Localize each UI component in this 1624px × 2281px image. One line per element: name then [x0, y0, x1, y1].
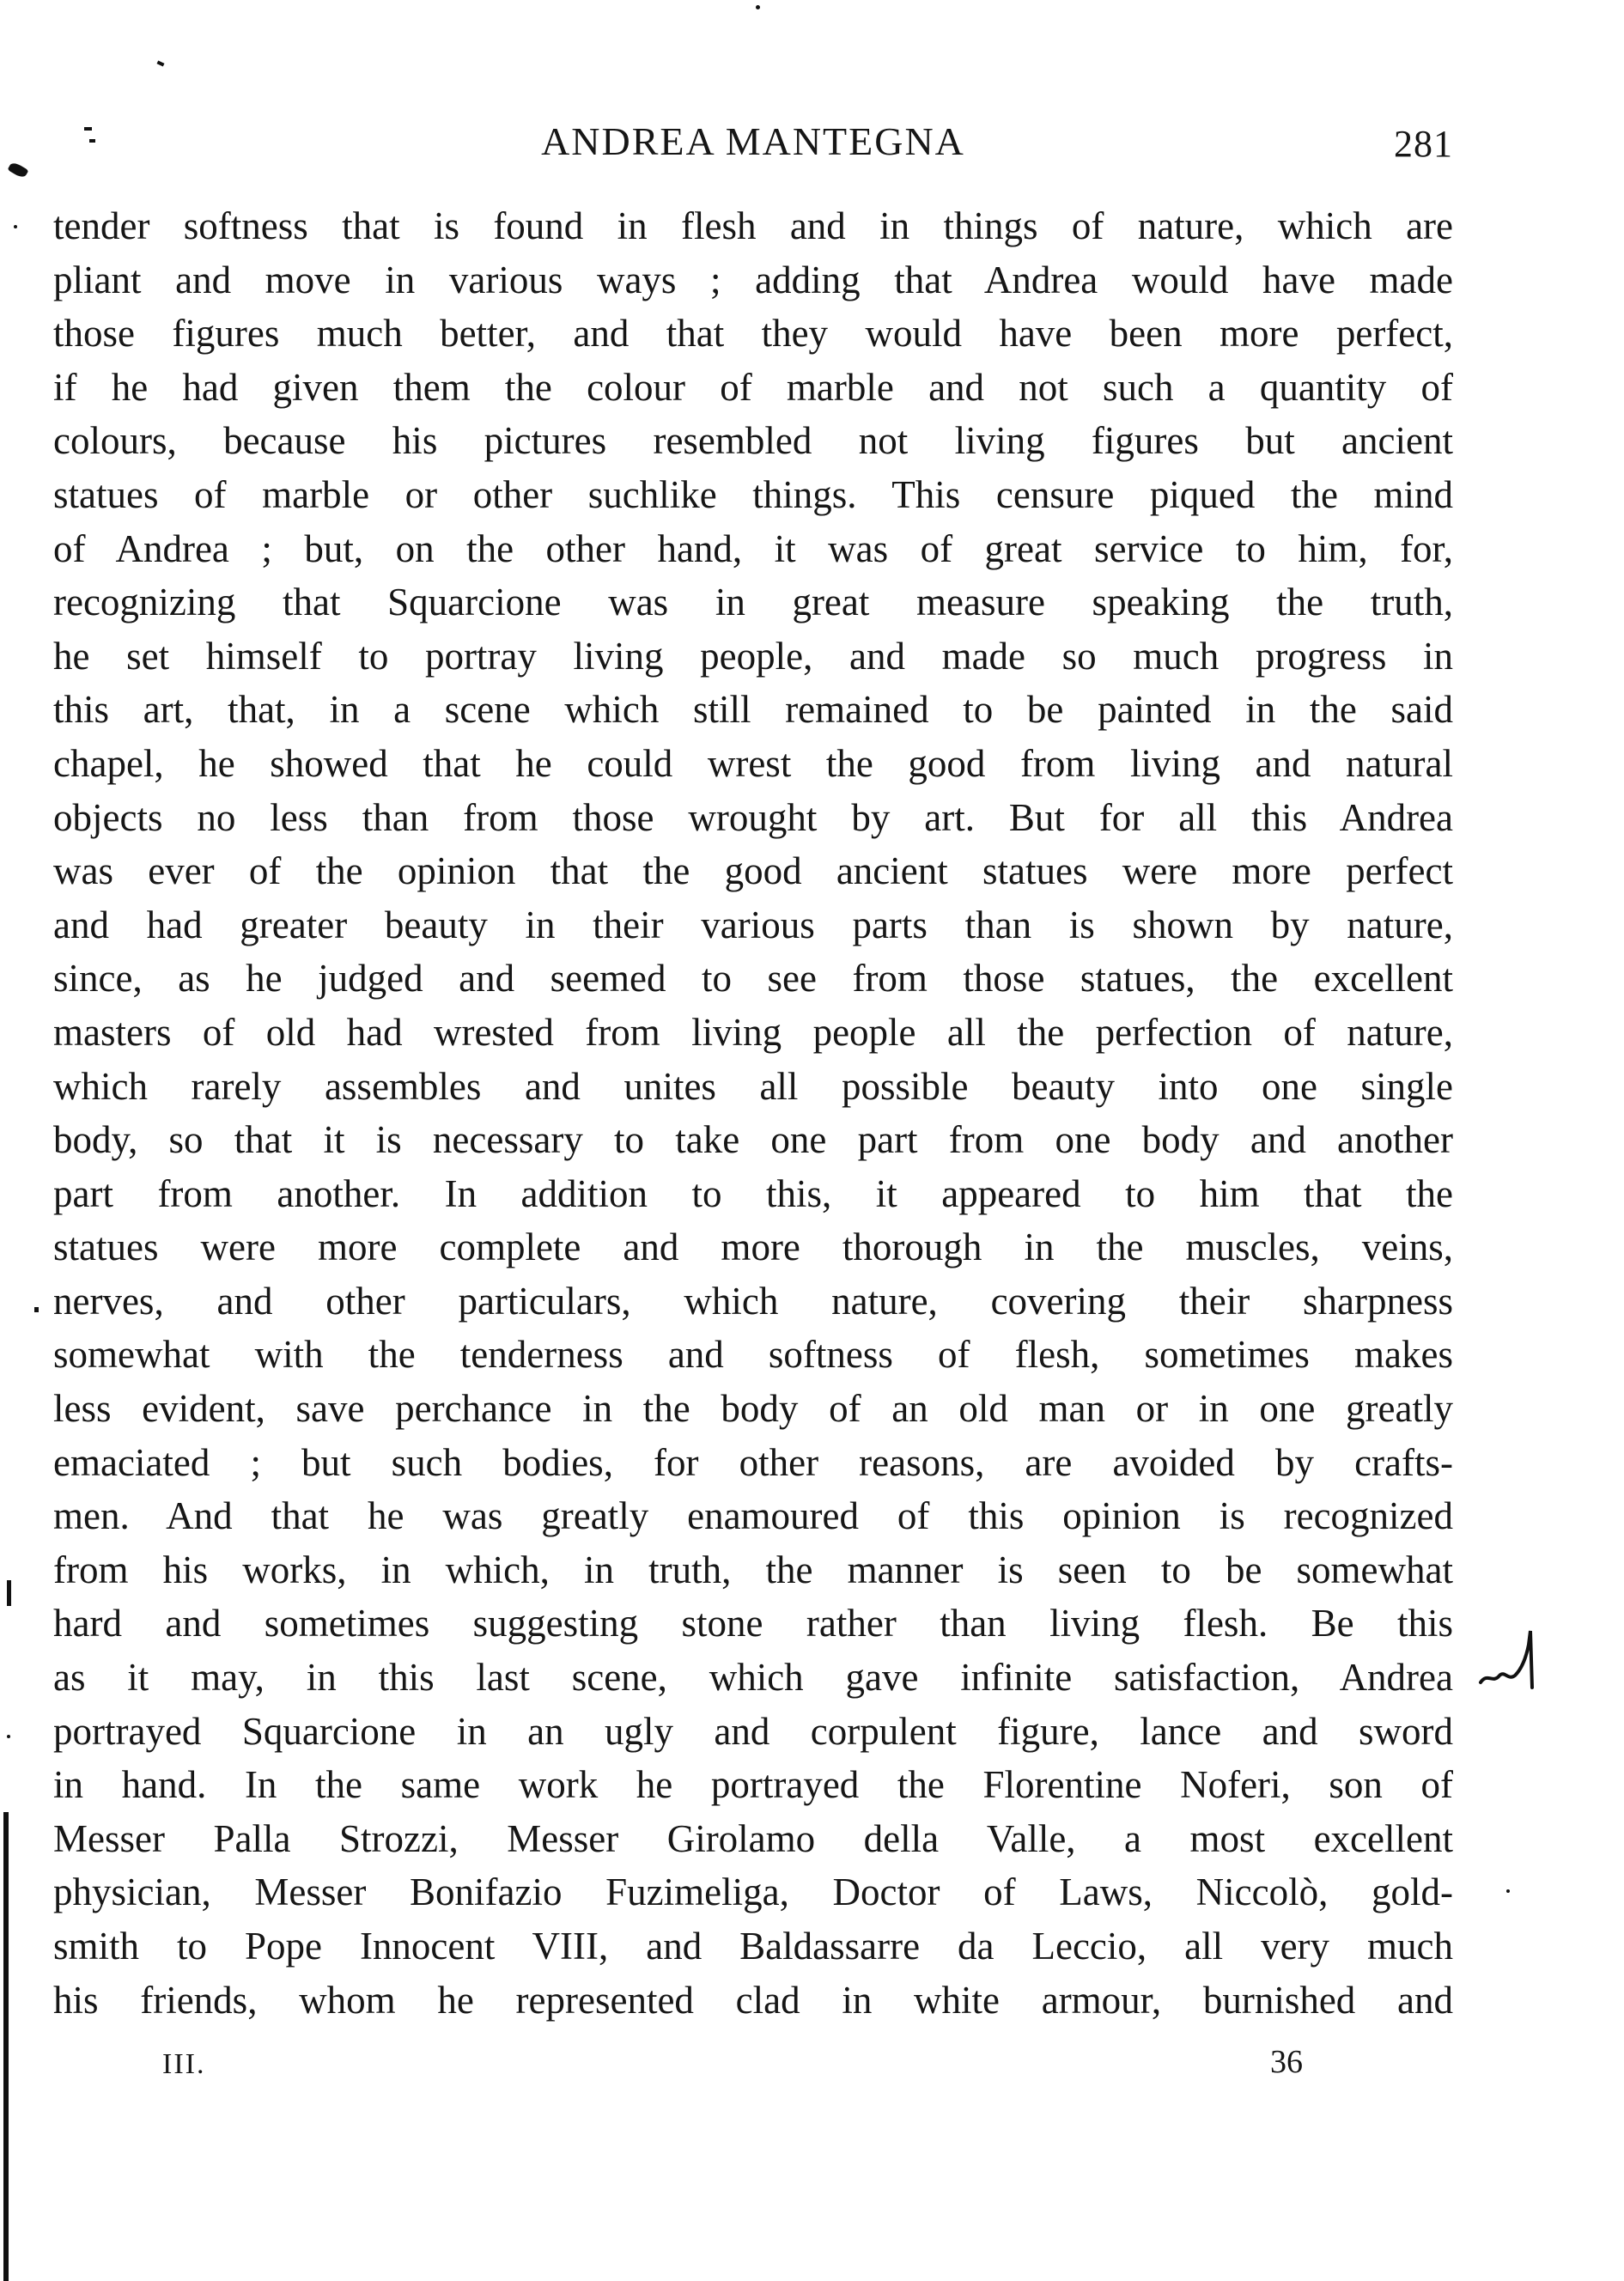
- page-footer: [53, 2044, 1453, 2100]
- text-line: pliant and move in various ways ; adding that Andrea would have made: [53, 258, 1453, 301]
- text-line: which rarely assembles and unites all possible beauty into one single: [53, 1064, 1453, 1108]
- text-line: those figures much better, and that they would have been more perfect,: [53, 312, 1453, 356]
- text-line: was ever of the opinion that the good ancient statues were more perfect: [53, 849, 1453, 893]
- running-head: [53, 119, 1453, 170]
- text-line: this art, that, in a scene which still remained to be painted in the said: [53, 688, 1453, 732]
- signature-number: 36: [1270, 2044, 1303, 2080]
- binding-edge: [3, 1812, 9, 2281]
- text-line: masters of old had wrested from living people all the perfection of nature,: [53, 1010, 1453, 1054]
- text-line: in hand. In the same work he portrayed the Florentine Noferi, son of: [53, 1763, 1453, 1807]
- text-line: of Andrea ; but, on the other hand, it was of great service to him, for,: [53, 526, 1453, 570]
- text-line: statues of marble or other suchlike things. This censure piqued the mind: [53, 472, 1453, 516]
- text-line: somewhat with the tenderness and softness of flesh, sometimes makes: [53, 1333, 1453, 1377]
- text-line: if he had given them the colour of marble and not such a quantity of: [53, 365, 1453, 409]
- text-line: portrayed Squarcione in an ugly and corpulent figure, lance and sword: [53, 1709, 1453, 1753]
- text-line: objects no less than from those wrought by art. But for all this Andrea: [53, 795, 1453, 839]
- page-number: 281: [1394, 123, 1453, 165]
- scan-speck: [7, 161, 28, 179]
- text-line: he set himself to portray living people, and made so much progress in: [53, 634, 1453, 678]
- text-line: as it may, in this last scene, which gave infinite satisfaction, Andrea: [53, 1656, 1453, 1700]
- text-line: recognizing that Squarcione was in great measure speaking the truth,: [53, 581, 1453, 624]
- scan-speck: [7, 1580, 11, 1606]
- text-line: emaciated ; but such bodies, for other reasons, are avoided by crafts-: [53, 1440, 1453, 1484]
- signature-mark: III.: [162, 2048, 206, 2080]
- text-line: physician, Messer Bonifazio Fuzimeliga, Doctor of Laws, Niccolò, gold-: [53, 1870, 1453, 1914]
- text-line: Messer Palla Strozzi, Messer Girolamo della Valle, a most excellent: [53, 1816, 1453, 1860]
- text-line: from his works, in which, in truth, the manner is seen to be somewhat: [53, 1548, 1453, 1591]
- text-line: part from another. In addition to this, it appeared to him that the: [53, 1171, 1453, 1215]
- text-line: smith to Pope Innocent VIII, and Baldassarre da Leccio, all very much: [53, 1925, 1453, 1968]
- text-line: colours, because his pictures resembled not living figures but ancient: [53, 419, 1453, 463]
- scan-speck: [7, 1735, 10, 1738]
- body-text: [53, 199, 1453, 2027]
- scan-speck: [1506, 1889, 1510, 1893]
- text-line: men. And that he was greatly enamoured of this opinion is recognized: [53, 1494, 1453, 1538]
- text-line: his friends, whom he represented clad in white armour, burnished and: [53, 1978, 1453, 2022]
- scan-speck: [34, 1307, 39, 1312]
- text-line: tender softness that is found in flesh and in things of nature, which are: [53, 204, 1453, 247]
- text-line: statues were more complete and more thorough in the muscles, veins,: [53, 1226, 1453, 1269]
- scan-speck: [756, 5, 760, 9]
- handwritten-margin-mark: [1475, 1627, 1544, 1696]
- scan-speck: [157, 60, 165, 66]
- text-line: nerves, and other particulars, which nature, covering their sharpness: [53, 1279, 1453, 1323]
- text-line: chapel, he showed that he could wrest the good from living and natural: [53, 741, 1453, 785]
- text-line: since, as he judged and seemed to see from those statues, the excellent: [53, 957, 1453, 1001]
- scan-speck: [14, 225, 17, 228]
- running-title: ANDREA MANTEGNA: [541, 119, 965, 163]
- text-line: less evident, save perchance in the body of an old man or in one greatly: [53, 1387, 1453, 1431]
- text-line: and had greater beauty in their various parts than is shown by nature,: [53, 903, 1453, 946]
- text-line: hard and sometimes suggesting stone rather than living flesh. Be this: [53, 1602, 1453, 1645]
- text-line: body, so that it is necessary to take one part from one body and another: [53, 1118, 1453, 1162]
